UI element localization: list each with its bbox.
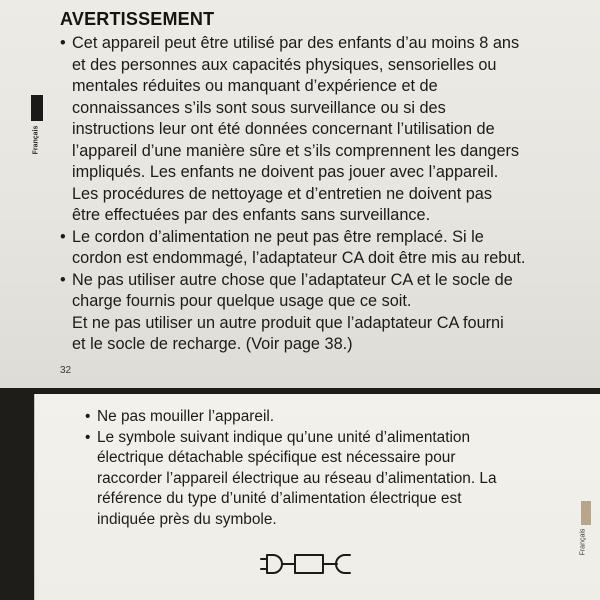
bullet-line: être effectuées par des enfants sans surveillance. xyxy=(72,206,431,224)
bullet-line: • Le symbole suivant indique qu’une unité d’alimentation xyxy=(97,428,471,446)
language-side-label: Français xyxy=(32,125,40,155)
bullet-line: • Ne pas utiliser autre chose que l’adaptateur CA et le socle de xyxy=(72,270,513,289)
bullet-line: référence du type d’unité d’alimentation électrique est xyxy=(97,490,462,507)
bullet-line: charge fournis pour quelque usage que ce soit. xyxy=(72,292,412,310)
bullet-line: indiquée près du symbole. xyxy=(97,510,277,528)
warning-bullet-cord xyxy=(60,227,580,270)
bullet-line: cordon est endommagé, l’adaptateur CA doit être mis au rebut. xyxy=(72,249,526,267)
bullet-line: et des personnes aux capacités physiques, sensorielles ou xyxy=(72,55,497,74)
warning-bullet-adapter xyxy=(60,270,580,356)
bullet-line: • Le cordon d’alimentation ne peut pas être remplacé. Si le xyxy=(72,227,484,246)
bullet-line: impliqués. Les enfants ne doivent pas jouer avec l’appareil. xyxy=(72,163,499,181)
bullet-line: instructions leur ont été données concernant l’utilisation de xyxy=(72,120,495,138)
bullet-line: et le socle de recharge. (Voir page 38.) xyxy=(72,335,353,353)
bullet-line: • Ne pas mouiller l’appareil. xyxy=(97,408,275,425)
bullet-line: Les procédures de nettoyage et d’entretien ne doivent pas xyxy=(72,184,492,203)
bullet-line: raccorder l’appareil électrique au réseau d’alimentation. La xyxy=(97,469,497,487)
warning-bullet-children xyxy=(60,33,580,227)
notice-bullet-list xyxy=(85,407,555,530)
bullet-line: l’appareil d’une manière sûre et s’ils comprennent les dangers xyxy=(72,141,520,160)
notice-bullet-symbol xyxy=(85,428,555,531)
warning-bullet-list xyxy=(60,33,580,356)
language-tab-marker xyxy=(31,95,43,121)
language-tab-marker-bottom xyxy=(581,501,591,525)
detachable-supply-unit-icon xyxy=(257,551,365,577)
manual-page-bottom xyxy=(34,394,600,600)
bullet-line: • Cet appareil peut être utilisé par des enfants d’au moins 8 ans xyxy=(72,34,520,52)
notice-bullet-water xyxy=(85,407,555,428)
bullet-line: électrique détachable spécifique est nécessaire pour xyxy=(97,449,456,466)
bullet-line: mentales réduites ou manquant d’expérience et de xyxy=(72,77,438,95)
warning-heading: AVERTISSEMENT xyxy=(60,9,215,29)
page-number: 32 xyxy=(60,365,72,376)
language-side-label-bottom: Français xyxy=(579,528,587,556)
bullet-line: connaissances s’ils sont sous surveillance ou si des xyxy=(72,98,446,117)
bullet-line: Et ne pas utiliser un autre produit que l’adaptateur CA fourni xyxy=(72,313,504,332)
